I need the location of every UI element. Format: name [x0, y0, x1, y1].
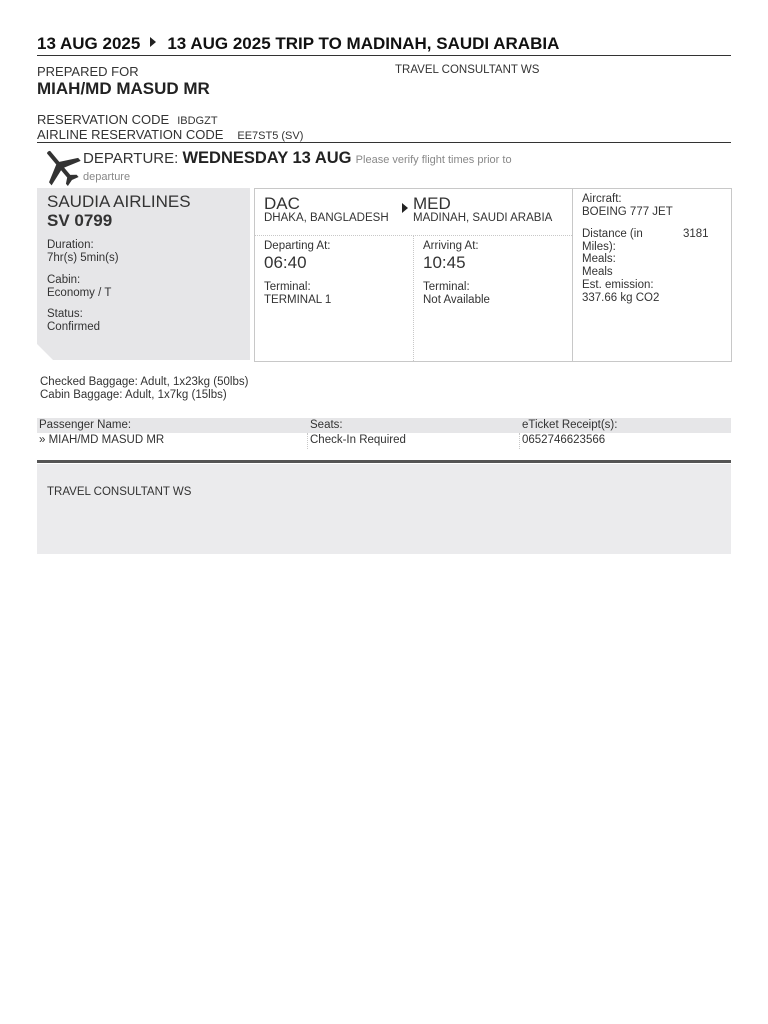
cabin-baggage: Cabin Baggage: Adult, 1x7kg (15lbs) [40, 389, 227, 401]
airline-reservation-code-value: EE7ST5 (SV) [237, 130, 304, 142]
airplane-icon [39, 146, 83, 188]
route-box [254, 188, 732, 362]
travel-consultant: TRAVEL CONSULTANT WS [395, 64, 540, 76]
arrival-terminal-label: Terminal: [423, 281, 470, 293]
aircraft-value: BOEING 777 JET [582, 206, 673, 218]
cabin-value: Economy / T [47, 287, 112, 299]
arrival-terminal: Not Available [423, 294, 490, 306]
trip-date: 13 AUG 2025 [37, 34, 141, 53]
time-divider [413, 235, 414, 361]
seats-cell: Check-In Required [310, 434, 406, 446]
header-seats: Seats: [310, 419, 343, 431]
meals-label: Meals: [582, 253, 616, 265]
status-value: Confirmed [47, 321, 101, 333]
origin-code: DAC [264, 194, 300, 213]
arriving-time: 10:45 [423, 253, 466, 272]
departure-label: DEPARTURE: [83, 150, 179, 167]
departure-terminal-label: Terminal: [264, 281, 311, 293]
emission-value: 337.66 kg CO2 [582, 292, 660, 304]
checked-baggage: Checked Baggage: Adult, 1x23kg (50lbs) [40, 376, 249, 388]
footer-consultant: TRAVEL CONSULTANT WS [47, 486, 192, 498]
distance-label: Distance (in Miles): [582, 228, 643, 253]
meals-value: Meals [582, 266, 613, 278]
status-label: Status: [47, 308, 83, 320]
departing-time: 06:40 [264, 253, 307, 272]
aircraft-label: Aircraft: [582, 193, 622, 205]
duration-value: 7hr(s) 5min(s) [47, 252, 119, 264]
trip-title: 13 AUG 2025 TRIP TO MADINAH, SAUDI ARABIA [167, 34, 560, 53]
flight-number: SV 0799 [47, 211, 113, 230]
column-separator [519, 433, 520, 449]
reservation-code-row [37, 112, 218, 127]
footer-divider [37, 460, 731, 463]
eticket-cell: 0652746623566 [522, 434, 606, 446]
trip-header [37, 34, 731, 56]
airline-reservation-code-label: AIRLINE RESERVATION CODE [37, 127, 224, 142]
arriving-label: Arriving At: [423, 240, 479, 252]
airline-name: SAUDIA AIRLINES [47, 192, 191, 211]
departure-terminal: TERMINAL 1 [264, 294, 332, 306]
emission-label: Est. emission: [582, 279, 654, 291]
footer-box [37, 464, 731, 554]
passenger-table-header [37, 418, 731, 433]
column-separator [307, 433, 308, 449]
destination-city: MADINAH, SAUDI ARABIA [413, 212, 553, 224]
duration-label: Duration: [47, 239, 94, 251]
origin-city: DHAKA, BANGLADESH [264, 212, 389, 224]
panel-fold-corner [37, 344, 53, 360]
airline-reservation-code-row [37, 127, 731, 143]
header-passenger-name: Passenger Name: [39, 419, 132, 431]
reservation-code-label: RESERVATION CODE [37, 112, 170, 127]
route-arrow-icon [402, 203, 408, 213]
passenger-name-heading: MIAH/MD MASUD MR [37, 79, 210, 98]
caret-right-icon [150, 37, 156, 47]
distance-value: 3181 [683, 228, 709, 240]
destination-code: MED [413, 194, 451, 213]
departure-note: Please verify flight times prior to departure [83, 154, 512, 183]
header-eticket: eTicket Receipt(s): [522, 419, 618, 431]
cabin-label: Cabin: [47, 274, 81, 286]
reservation-code-value: IBDGZT [177, 115, 218, 127]
departure-day: WEDNESDAY 13 AUG [182, 149, 352, 167]
table-row [37, 433, 731, 449]
passenger-table [37, 418, 731, 449]
departure-heading [83, 149, 553, 184]
details-divider [572, 189, 573, 361]
departing-label: Departing At: [264, 240, 331, 252]
prepared-for-label: PREPARED FOR [37, 64, 139, 79]
passenger-name-cell: » MIAH/MD MASUD MR [39, 434, 165, 446]
